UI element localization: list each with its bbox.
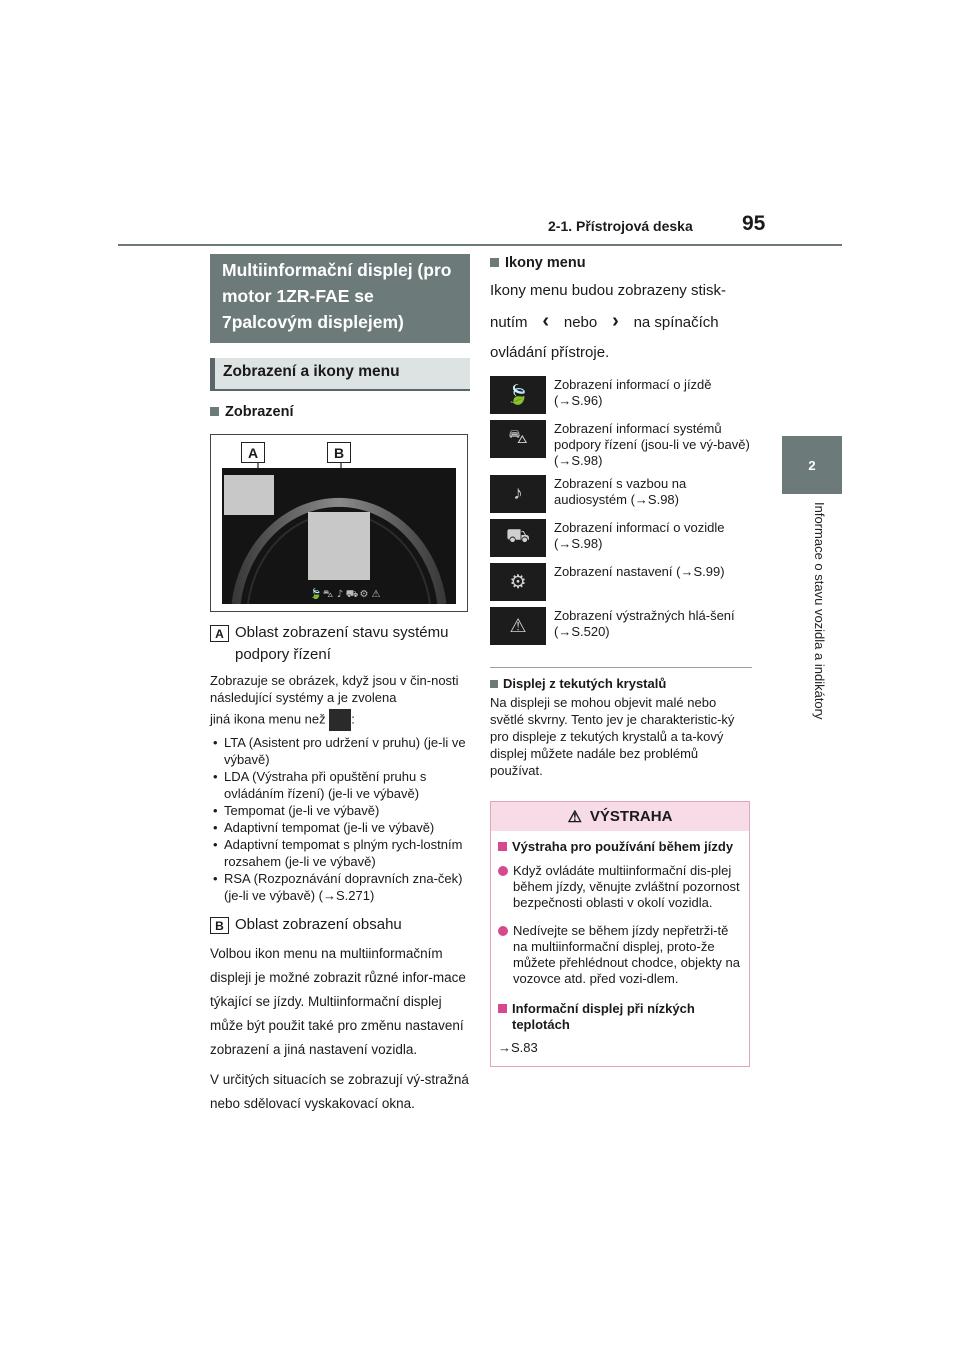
section-divider [490, 667, 752, 668]
svg-text:⛟: ⛟ [345, 589, 359, 600]
label-b-box: B [210, 917, 229, 934]
list-item: • Adaptivní tempomat (je-li ve výbavě) [210, 819, 470, 836]
label-a-box: A [210, 625, 229, 642]
warning-box [490, 801, 750, 1067]
chapter-vertical-title: Informace o stavu vozidla a indikátory [812, 502, 827, 720]
dot-bullet-icon [498, 866, 508, 876]
menu-intro-line-3: ovládání přístroje. [490, 344, 610, 361]
warning-icon: ⚠ [490, 607, 546, 645]
list-item: • Tempomat (je-li ve výbavě) [210, 802, 470, 819]
heading-lcd: Displej z tekutých krystalů [490, 676, 752, 692]
menu-item-driving-assist: ⛍ Zobrazení informací systémů podpory řízení (jsou-li ve vý-bavě) (→S.98) [490, 420, 752, 469]
driving-assist-icon: ⛍ [490, 420, 546, 458]
gear-icon: ⚙ [490, 563, 546, 601]
label-a-row [210, 622, 470, 666]
area-a-placeholder [224, 475, 274, 515]
warning-point-1: Když ovládáte multiinformační dis-plej během jízdy, věnujte zvláštní pozornost bezpečnosti oblasti v okolí vozidla. [498, 863, 741, 911]
label-b-paragraph-1: Volbou ikon menu na multiinformačním displeji je možné zobrazit různé infor-mace týkající se jízdy. Multiinformační displej může být použit také pro změnu nastavení zobrazení a jiná nastavení vozidla. [210, 946, 466, 1057]
leaf-icon: 🍃 [490, 376, 546, 414]
menu-item-settings: ⚙ Zobrazení nastavení (→S.99) [490, 563, 752, 601]
page-number: 95 [742, 212, 766, 235]
label-b-title: Oblast zobrazení obsahu [235, 916, 402, 933]
warning-header: ⚠ VÝSTRAHA [491, 802, 749, 831]
svg-text:♪: ♪ [336, 589, 344, 600]
driving-assist-icon [329, 709, 351, 731]
lcd-paragraph: Na displeji se mohou objevit malé nebo světlé skvrny. Tento jev je charakteristic-ký pro displeje z tekutých krystalů a ta-kový displej můžete nadále bez problémů používat. [490, 695, 735, 778]
list-item: • LTA (Asistent pro udržení v pruhu) (je-li ve výbavě) [210, 734, 470, 768]
chevron-right-icon: › [612, 310, 619, 332]
figure-label-b: B [327, 442, 351, 463]
meter-screen [222, 468, 456, 604]
label-a-description: Zobrazuje se obrázek, když jsou v čin-nosti následující systémy a je zvolena [210, 673, 459, 705]
figure-label-a: A [241, 442, 265, 463]
vehicle-info-icon: ⛟ [490, 519, 546, 557]
left-column [210, 254, 470, 1116]
display-figure [210, 434, 468, 612]
menu-item-vehicle-info: ⛟ Zobrazení informací o vozidle (→S.98) [490, 519, 752, 557]
right-column [490, 254, 752, 1067]
label-a-description-2: jiná ikona menu než : [210, 709, 470, 731]
dot-bullet-icon [498, 926, 508, 936]
label-b-paragraph-2: V určitých situacích se zobrazují vý-stražná nebo sdělovací vyskakovací okna. [210, 1072, 469, 1111]
header-section-title: 2-1. Přístrojová deska [548, 218, 693, 234]
square-bullet-icon [498, 842, 507, 851]
label-a-title: Oblast zobrazení stavu systému podpory řízení [235, 624, 449, 663]
list-item: • RSA (Rozpoznávání dopravních zna-ček) (je-li ve výbavě) (→S.271) [210, 870, 470, 904]
label-b-row [210, 914, 470, 936]
system-list [210, 734, 470, 904]
square-bullet-icon [490, 680, 498, 688]
square-bullet-icon [210, 407, 219, 416]
heading-ikony-menu: Ikony menu [490, 254, 752, 272]
square-bullet-icon [498, 1004, 507, 1013]
section-title: Multiinformační displej (pro motor 1ZR-FAE se 7palcovým displejem) [210, 254, 470, 343]
music-note-icon: ♪ [490, 475, 546, 513]
warning-point-2: Nedívejte se během jízdy nepřetrži-tě na multiinformační displej, proto-že můžete přehlédnout chodce, objekty na vozovce atd. před vozi-dlem. [498, 923, 741, 987]
menu-intro-line-2: nutím ‹ nebo › na spínačích [490, 310, 719, 332]
subsection-title: Zobrazení a ikony menu [210, 358, 470, 391]
heading-zobrazeni: Zobrazení [210, 403, 470, 421]
svg-text:⛍: ⛍ [322, 589, 334, 600]
menu-item-driving-info: 🍃 Zobrazení informací o jízdě (→S.96) [490, 376, 752, 414]
header-rule [118, 244, 842, 246]
warning-reference: →S.83 [498, 1040, 538, 1055]
area-b-placeholder [308, 512, 370, 580]
menu-item-warnings: ⚠ Zobrazení výstražných hlá-šení (→S.520) [490, 607, 752, 645]
svg-text:⚠: ⚠ [371, 589, 381, 600]
menu-intro-line-1: Ikony menu budou zobrazeny stisk- [490, 282, 726, 299]
svg-text:⚙: ⚙ [359, 589, 369, 600]
menu-icon-list [490, 376, 752, 645]
menu-item-audio: ♪ Zobrazení s vazbou na audiosystém (→S.98) [490, 475, 752, 513]
warning-heading-2: Informační displej při nízkých teplotách [498, 1001, 741, 1033]
chevron-left-icon: ‹ [542, 310, 550, 332]
chapter-tab: 2 [782, 436, 842, 494]
square-bullet-icon [490, 258, 499, 267]
list-item: • Adaptivní tempomat s plným rych-lostním rozsahem (je-li ve výbavě) [210, 836, 470, 870]
warning-triangle-icon: ⚠ [567, 808, 582, 826]
list-item: • LDA (Výstraha při opuštění pruhu s ovládáním řízení) (je-li ve výbavě) [210, 768, 470, 802]
warning-heading-1: Výstraha pro používání během jízdy [498, 839, 741, 855]
svg-text:🍃: 🍃 [309, 589, 323, 600]
